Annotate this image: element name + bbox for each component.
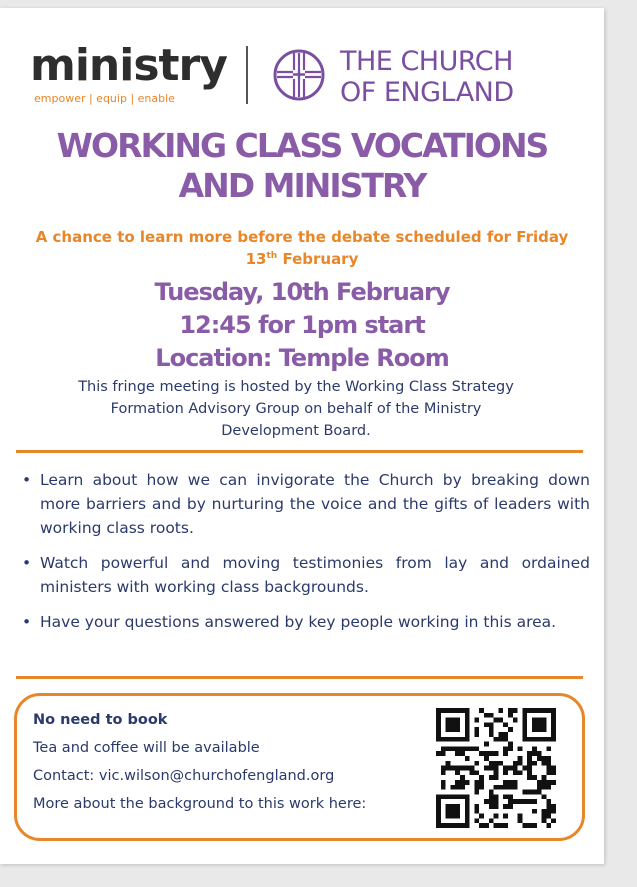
info-lines bbox=[33, 706, 366, 818]
event-details bbox=[0, 276, 604, 375]
event-location: Location: Temple Room bbox=[155, 344, 449, 372]
bullet-icon: • bbox=[22, 613, 32, 631]
event-date: Tuesday, 10th February bbox=[154, 278, 450, 306]
ministry-logo bbox=[30, 40, 230, 110]
title-line2: AND MINISTRY bbox=[178, 166, 426, 205]
subtitle-line1: A chance to learn more before the debate scheduled for Friday bbox=[35, 228, 569, 246]
info-contact[interactable]: Contact: vic.wilson@churchofengland.org bbox=[33, 768, 335, 784]
list-item bbox=[20, 610, 590, 634]
bullet-text: Learn about how we can invigorate the Church by breaking down more barriers and by nurturing the voice and the gifts of leaders with working class roots. bbox=[40, 471, 590, 537]
bullet-text: Have your questions answered by key people working in this area. bbox=[40, 613, 557, 631]
qr-code-icon[interactable] bbox=[436, 708, 556, 828]
church-of-england-cross-icon bbox=[272, 48, 326, 102]
page-title bbox=[0, 126, 604, 206]
host-description bbox=[0, 376, 592, 442]
info-more: More about the background to this work here: bbox=[33, 796, 367, 812]
subtitle-month: February bbox=[282, 250, 359, 268]
title-line1: WORKING CLASS VOCATIONS bbox=[56, 126, 548, 165]
divider-bottom bbox=[16, 676, 583, 679]
list-item bbox=[20, 468, 590, 540]
bullet-text: Watch powerful and moving testimonies from lay and ordained ministers with working class backgrounds. bbox=[40, 554, 590, 596]
subtitle-line2 bbox=[0, 248, 604, 270]
info-box bbox=[14, 693, 585, 841]
ministry-wordmark: ministry bbox=[30, 40, 227, 91]
bullet-icon: • bbox=[22, 471, 32, 489]
church-of-england-name bbox=[340, 46, 560, 108]
subtitle-day-suffix: th bbox=[266, 251, 278, 261]
host-line3: Development Board. bbox=[221, 423, 371, 439]
info-heading: No need to book bbox=[33, 712, 168, 728]
subtitle bbox=[0, 226, 604, 270]
ministry-tagline: empower | equip | enable bbox=[34, 92, 175, 105]
logo-divider bbox=[246, 46, 248, 104]
list-item bbox=[20, 551, 590, 599]
event-time: 12:45 for 1pm start bbox=[179, 311, 425, 339]
church-name-line1: THE CHURCH bbox=[340, 46, 513, 77]
divider-top bbox=[16, 450, 583, 453]
host-line2: Formation Advisory Group on behalf of the Ministry bbox=[110, 401, 482, 417]
subtitle-day: 13 bbox=[245, 250, 267, 268]
flyer-page bbox=[0, 8, 604, 864]
info-tea: Tea and coffee will be available bbox=[33, 740, 260, 756]
host-line1: This fringe meeting is hosted by the Working Class Strategy bbox=[78, 379, 514, 395]
church-name-line2: OF ENGLAND bbox=[340, 77, 514, 108]
bullet-list bbox=[20, 468, 590, 645]
bullet-icon: • bbox=[22, 554, 32, 572]
